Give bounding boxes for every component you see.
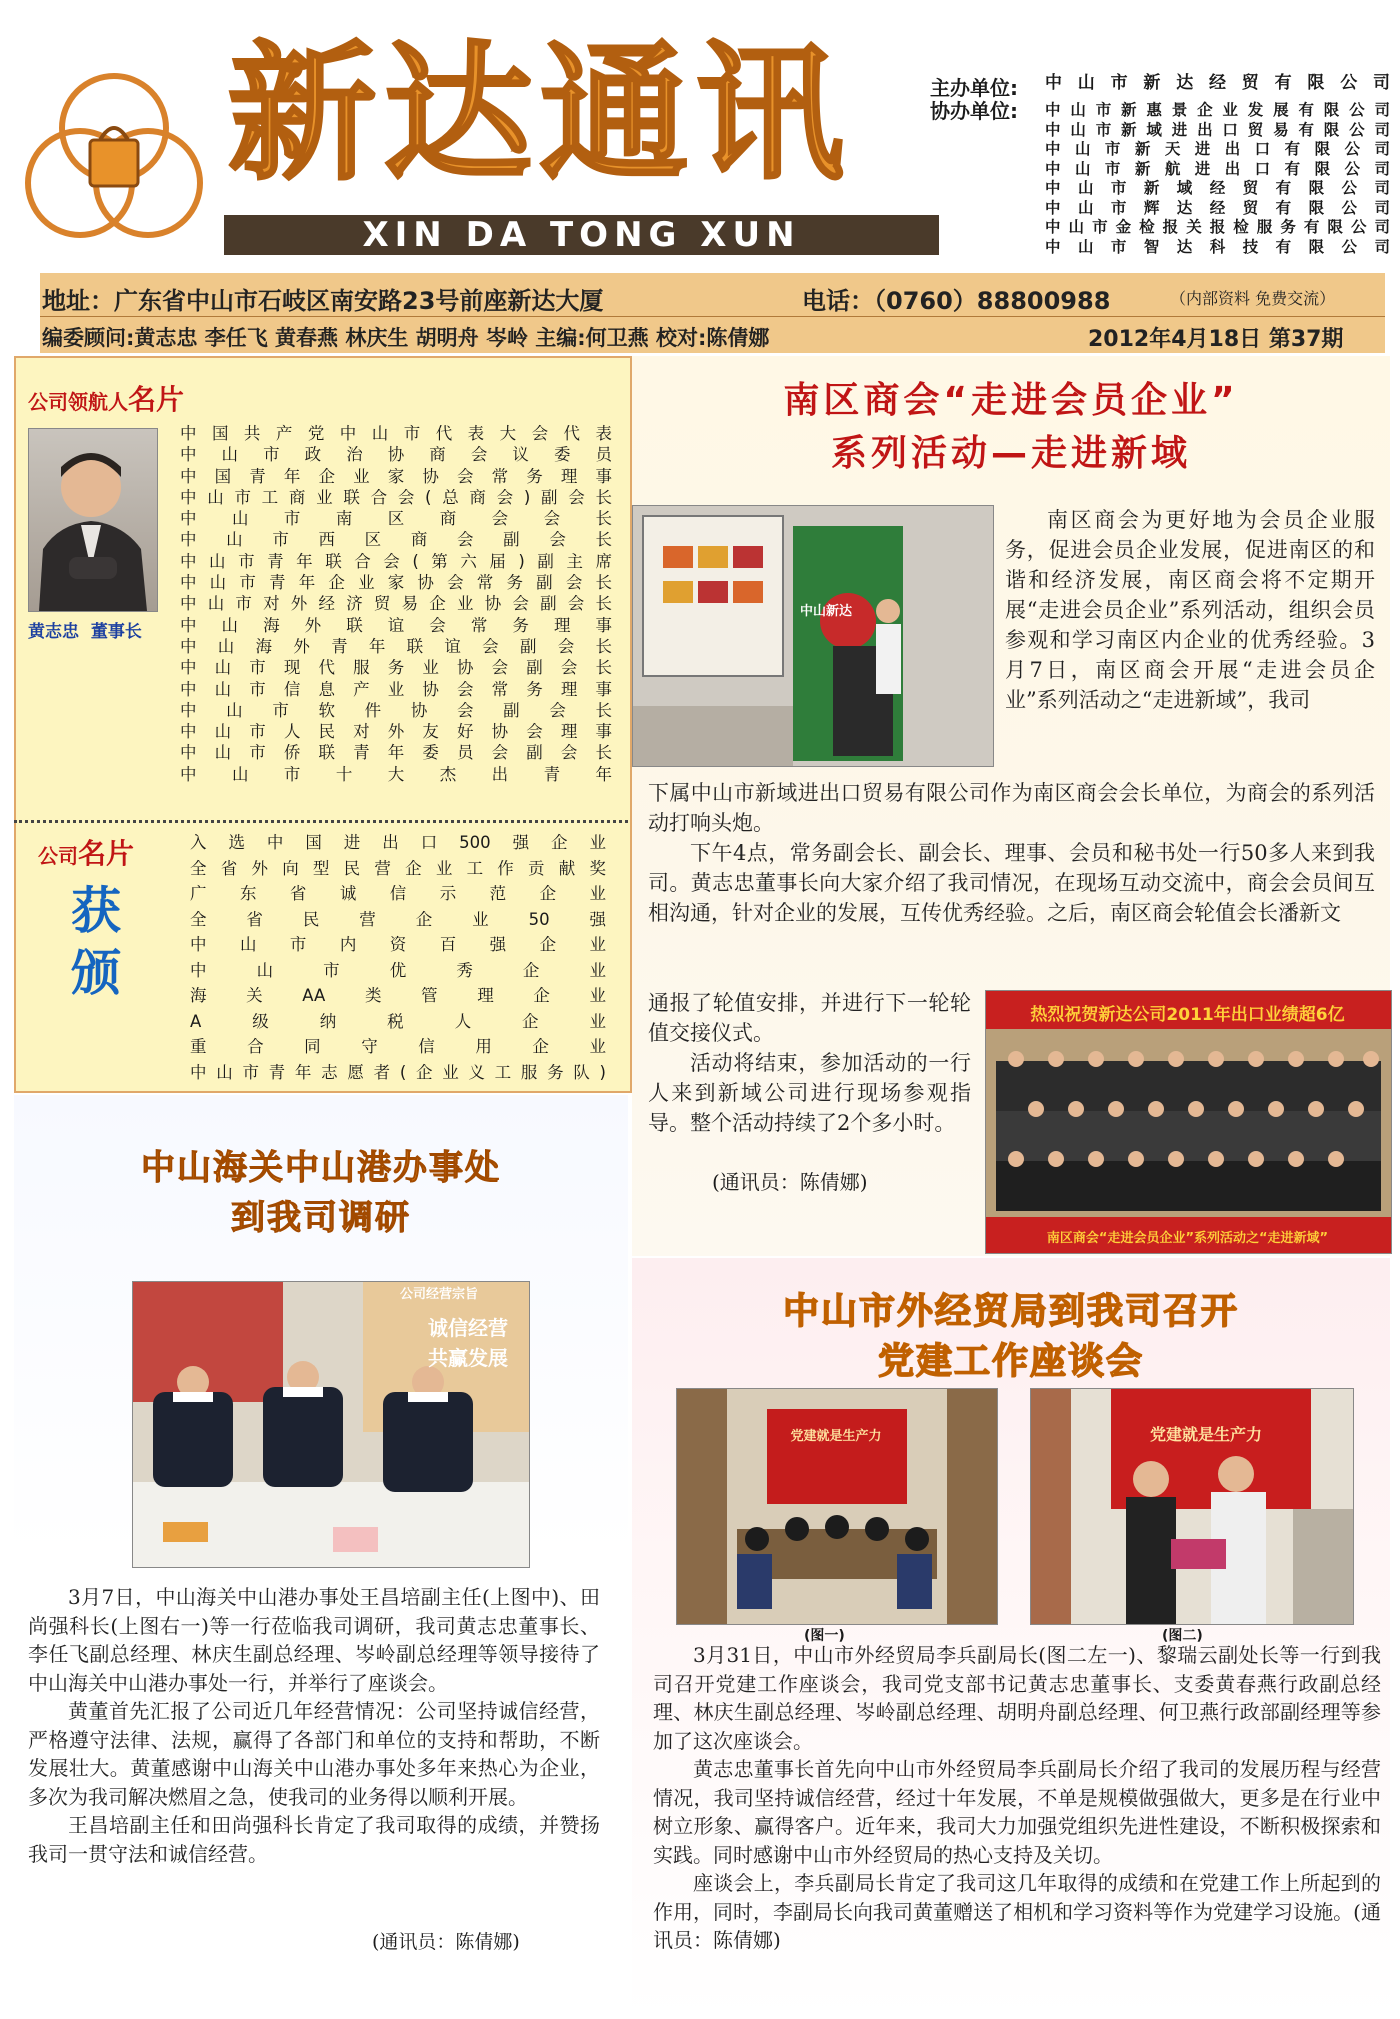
article1-photo-group [985,990,1392,1254]
leader-tag [28,378,184,418]
internal-note: （内部资料 免费交流） [1170,289,1336,308]
article1-title-line2: 系列活动—走进新域 [830,433,1191,474]
article1-photo2-footer: 南区商会“走进会员企业”系列活动之“走进新域” [1046,1231,1329,1246]
co-sponsor: 中山市新航进出口有限公司 [1045,159,1390,178]
article3-title-line2: 党建工作座谈会 [877,1341,1144,1382]
award-item: A级纳税人企业 [190,1011,606,1031]
leader-title-item: 中山市侨联青年委员会副会长 [180,743,612,763]
article3-photo-1 [676,1388,998,1625]
article1-title-line1: 南区商会“走进会员企业” [783,380,1239,421]
logo [14,58,214,258]
award-item: 入选中国进出口500强企业 [190,833,606,852]
co-sponsor: 中山市新天进出口有限公司 [1045,140,1390,158]
article1-body-left [648,988,971,1138]
leader-title-item: 中山市政治协商会议委员 [180,445,612,465]
award-item: 重合同守信用企业 [190,1037,606,1056]
leader-title-item: 中国共产党中山市代表大会代表 [180,424,612,443]
award-item: 全省民营企业50强 [190,909,606,929]
article2-title-line2: 到我司调研 [231,1198,411,1238]
co-sponsor-label: 协办单位: [930,99,1018,123]
leader-title-item: 中山市软件协会副会长 [180,700,612,720]
logo-rings-icon [14,58,214,258]
sponsor-label: 主办单位: [930,76,1018,100]
article1-paragraph: 通报了轮值安排，并进行下一轮轮值交接仪式。 [648,991,971,1045]
leader-caption [28,617,142,642]
date-issue: 2012年4月18日 第37期 [1088,327,1344,352]
article3-caption-2: (图二) [1162,1628,1203,1644]
leader-titles [180,423,612,785]
awards-tag-small: 公司 [38,844,78,868]
co-sponsor: 中山市新域进出口贸易有限公司 [1045,120,1390,139]
editors: 编委顾问:黄志忠 李任飞 黄春燕 林庆生 胡明舟 岑岭 主编:何卫燕 校对:陈倩娜 [42,326,770,350]
article3-title-line1: 中山市外经贸局到我司召开 [782,1291,1239,1332]
article1-paragraph: 下午4点，常务副会长、副会长、理事、会员和秘书处一行50多人来到我司。黄志忠董事长向大家介绍了我司情况，在现场互动交流中，商会会员间互相沟通，针对企业的发展，互传优秀经验。之后，南区商会轮值会长潘新文 [648,841,1375,925]
leader-title-item: 中山市工商业联合会(总商会)副会长 [180,487,612,507]
article3-paragraph: 座谈会上，李兵副局长肯定了我司这几年取得的成绩和在党建工作上所起到的作用，同时，李副局长向我司黄董赠送了相机和学习资料等作为党建学习设施。(通讯员：陈倩娜) [653,1871,1381,1952]
article2-paragraph: 黄董首先汇报了公司近几年经营情况：公司坚持诚信经营，严格遵守法律、法规，赢得了各部门和单位的支持和帮助，不断发展壮大。黄董感谢中山海关中山港办事处多年来热心为企业，多次为我司解决燃眉之急，使我司的业务得以顺利开展。 [28,1699,600,1809]
article2-body [28,1583,600,1868]
awards-tag [38,832,134,872]
article2-title-line1: 中山海关中山港办事处 [141,1148,501,1188]
co-sponsor: 中山市金检报关报检服务有限公司 [1045,218,1390,236]
leader-divider [14,820,628,823]
leader-title-item: 中山海外青年联谊会副会长 [180,636,612,656]
article1-photo1-text: 中山新达 [800,604,853,619]
article3-photo1-banner: 党建就是生产力 [790,1429,882,1444]
awards-heading: 获颁 [71,882,121,1002]
leader-title-item: 中山市现代服务业协会副会长 [180,658,612,678]
address: 地址：广东省中山市石岐区南安路23号前座新达大厦 [42,287,604,315]
leader-tag-small: 公司领航人 [28,390,128,414]
leader-name: 黄志忠 [28,622,79,642]
leader-title-item: 中山市人民对外友好协会理事 [180,722,612,742]
phone: 电话：（0760）88800988 [802,287,1111,315]
award-item: 海关AA类管理企业 [190,986,606,1005]
award-item: 中山市优秀企业 [190,960,606,980]
leader-title-item: 中山市青年联合会(第六届)副主席 [180,551,612,571]
leader-title-item: 中山市西区商会副会长 [180,530,612,550]
masthead-pinyin: XIN DA TONG XUN [224,215,939,255]
leader-title-item: 中山市十大杰出青年 [180,764,612,784]
co-sponsor: 中山市新惠景企业发展有限公司 [1045,101,1390,119]
leader-title-item: 中山市南区商会会长 [180,509,612,529]
article2-photo-text1: 公司经营宗旨 [400,1287,479,1302]
awards-tag-big: 名片 [78,837,135,870]
co-sponsor: 中山市新域经贸有限公司 [1045,179,1390,197]
masthead-title: 新达通讯 [228,28,852,200]
award-item: 中山市内资百强企业 [190,935,606,954]
sponsor-name: 中山市新达经贸有限公司 [1045,73,1390,93]
awards-list [190,830,606,1085]
article2-photo-text2: 诚信经营 [428,1316,508,1340]
leader-title-item: 中山海外联谊会常务理事 [180,615,612,635]
article2-paragraph: 王昌培副主任和田尚强科长肯定了我司取得的成绩，并赞扬我司一贯守法和诚信经营。 [28,1813,600,1866]
leader-title-item: 中山市青年企业家协会常务副会长 [180,573,612,593]
article3-caption-1: (图一) [804,1628,845,1644]
award-item: 中山市青年志愿者(企业义工服务队) [190,1062,606,1082]
co-sponsor: 中山市智达科技有限公司 [1045,237,1390,256]
leader-title-item: 中山市信息产业协会常务理事 [180,679,612,699]
article1-photo-presentation [632,505,994,767]
leader-tag-big: 名片 [128,383,185,416]
article3-photo2-banner: 党建就是生产力 [1150,1425,1263,1444]
article3-body [653,1641,1381,1955]
article3-paragraph: 黄志忠董事长首先向中山市外经贸局李兵副局长介绍了我司的发展历程与经营情况，我司坚持诚信经营，经过十年发展，不单是规模做强做大，更多是在行业中树立形象、赢得客户。近年来，我司大力加强党组织先进性建设，不断积极探索和实践。同时感谢中山市外经贸局的热心支持及关切。 [653,1757,1381,1867]
co-sponsor: 中山市辉达经贸有限公司 [1045,198,1390,217]
article1-photo2-banner: 热烈祝贺新达公司2011年出口业绩超6亿 [1030,1005,1345,1025]
article1-byline: (通讯员：陈倩娜) [712,1170,868,1194]
article1-paragraph: 活动将结束，参加活动的一行人来到新域公司进行现场参观指导。整个活动持续了2个多小时。 [648,1051,971,1135]
award-item: 广东省诚信示范企业 [190,884,606,903]
award-item: 全省外向型民营企业工作贡献奖 [190,858,606,878]
article2-byline: (通讯员：陈倩娜) [372,1931,520,1953]
leader-title-item: 中国青年企业家协会常务理事 [180,466,612,486]
article3-paragraph: 3月31日，中山市外经贸局李兵副局长(图二左一)、黎瑞云副处长等一行到我司召开党建工作座谈会，我司党支部书记黄志忠董事长、支委黄春燕行政副总经理、林庆生副总经理、岑岭副总经理、胡明舟副总经理、何卫燕行政部副经理等参加了这次座谈会。 [653,1643,1381,1753]
article2-photo-text3: 共赢发展 [428,1346,508,1370]
leader-title-item: 中山市对外经济贸易企业协会副会长 [180,594,612,614]
article1-body-full [648,778,1375,928]
article1-paragraph: 南区商会为更好地为会员企业服务，促进会员企业发展，促进南区的和谐和经济发展，南区商会将不定期开展“走进会员企业”系列活动，组织会员参观和学习南区内企业的优秀经验。3月7日，南区商会开展“走进会员企业”系列活动之“走进新域”，我司 [1005,508,1375,712]
leader-role: 董事长 [90,622,142,642]
article2-paragraph: 3月7日，中山海关中山港办事处王昌培副主任(上图中)、田尚强科长(上图右一)等一行莅临我司调研，我司黄志忠董事长、李任飞副总经理、林庆生副总经理、岑岭副总经理等领导接待了中山海关中山港办事处一行，并举行了座谈会。 [28,1585,600,1695]
leader-portrait [28,428,158,612]
article1-body-right [1005,505,1375,715]
article1-paragraph: 下属中山市新域进出口贸易有限公司作为南区商会会长单位，为商会的系列活动打响头炮。 [648,781,1375,835]
